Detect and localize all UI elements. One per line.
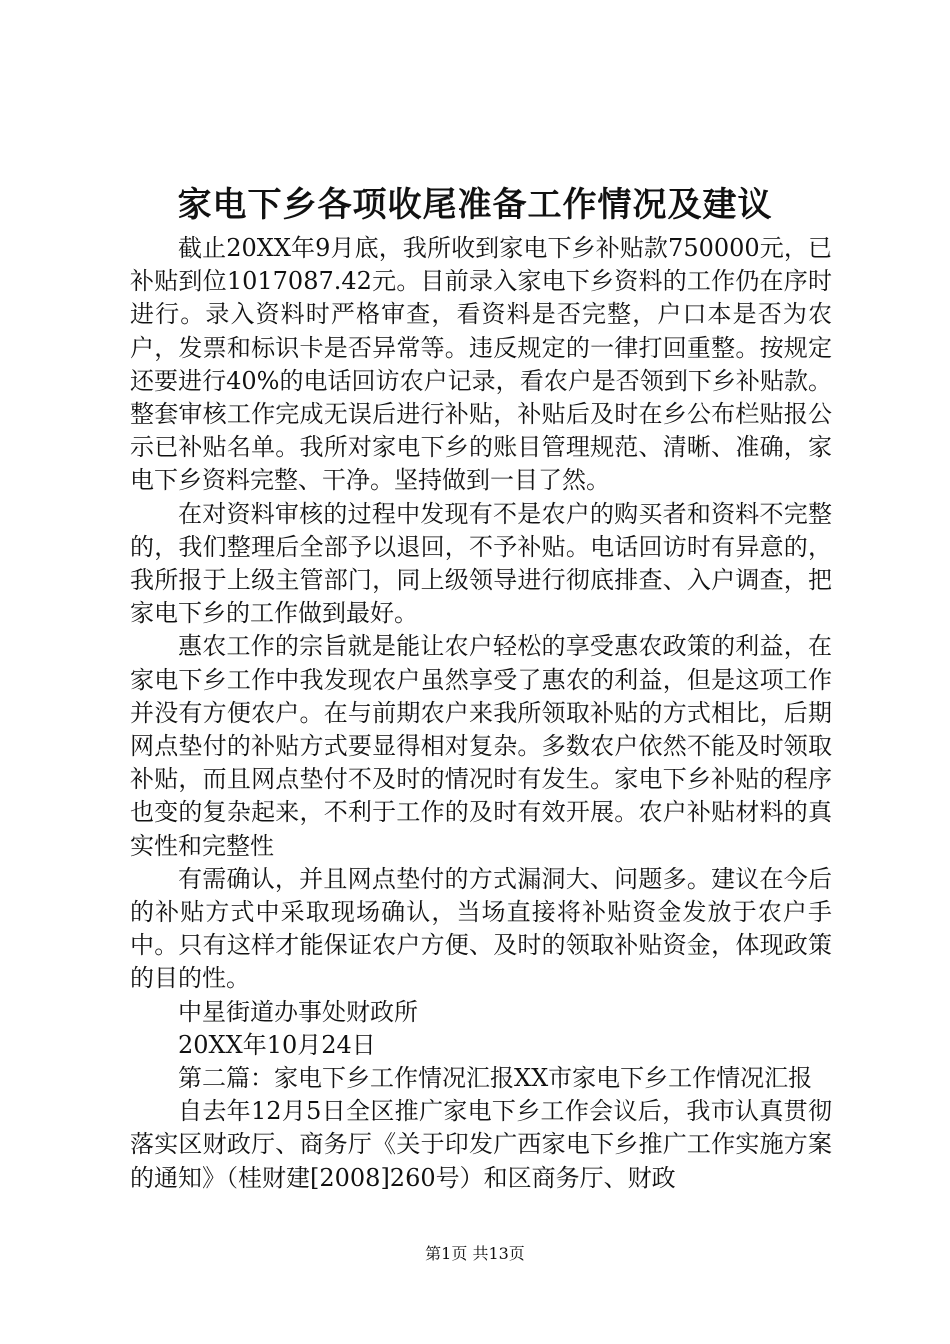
paragraph-5: 自去年12月5日全区推广家电下乡工作会议后，我市认真贯彻落实区财政厅、商务厅《关于印发广西家电下乡推广工作实施方案的通知》（桂财建[2008]260号）和区商务厅、财政: [130, 1097, 832, 1192]
document-title: 家电下乡各项收尾准备工作情况及建议: [177, 185, 773, 225]
signature-date: 20XX年10月24日: [178, 1030, 376, 1059]
paragraph-4: 有需确认，并且网点垫付的方式漏洞大、问题多。建议在今后的补贴方式中采取现场确认，当场直接将补贴资金发放于农户手中。只有这样才能保证农户方便、及时的领取补贴资金，体现政策的目的性。: [130, 864, 832, 993]
paragraph-1: 截止20XX年9月底，我所收到家电下乡补贴款750000元，已补贴到位1017087.42元。目前录入家电下乡资料的工作仍在序时进行。录入资料时严格审查，看资料是否完整，户口本是否为农户，发票和标识卡是否异常等。违反规定的一律打回重整。按规定还要进行40%的电话回访农户记录，看农户是否领到下乡补贴款。整套审核工作完成无误后进行补贴，补贴后及时在乡公布栏贴报公示已补贴名单。我所对家电下乡的账目管理规范、清晰、准确，家电下乡资料完整、干净。坚持做到一目了然。: [130, 234, 832, 495]
paragraph-3: 惠农工作的宗旨就是能让农户轻松的享受惠农政策的利益，在家电下乡工作中我发现农户虽然享受了惠农的利益，但是这项工作并没有方便农户。在与前期农户来我所领取补贴的方式相比，后期网点垫付的补贴方式要显得相对复杂。多数农户依然不能及时领取补贴，而且网点垫付不及时的情况时有发生。家电下乡补贴的程序也变的复杂起来，不利于工作的及时有效开展。农户补贴材料的真实性和完整性: [130, 632, 832, 860]
section-heading-2: 第二篇：家电下乡工作情况汇报XX市家电下乡工作情况汇报: [178, 1064, 813, 1093]
paragraph-2: 在对资料审核的过程中发现有不是农户的购买者和资料不完整的，我们整理后全部予以退回，不予补贴。电话回访时有异意的，我所报于上级主管部门，同上级领导进行彻底排查、入户调查，把家电下乡的工作做到最好。: [130, 499, 832, 628]
signature-office: 中星街道办事处财政所: [178, 997, 418, 1026]
page-footer: 第1页 共13页: [425, 1244, 525, 1263]
document-body: [130, 232, 832, 1195]
